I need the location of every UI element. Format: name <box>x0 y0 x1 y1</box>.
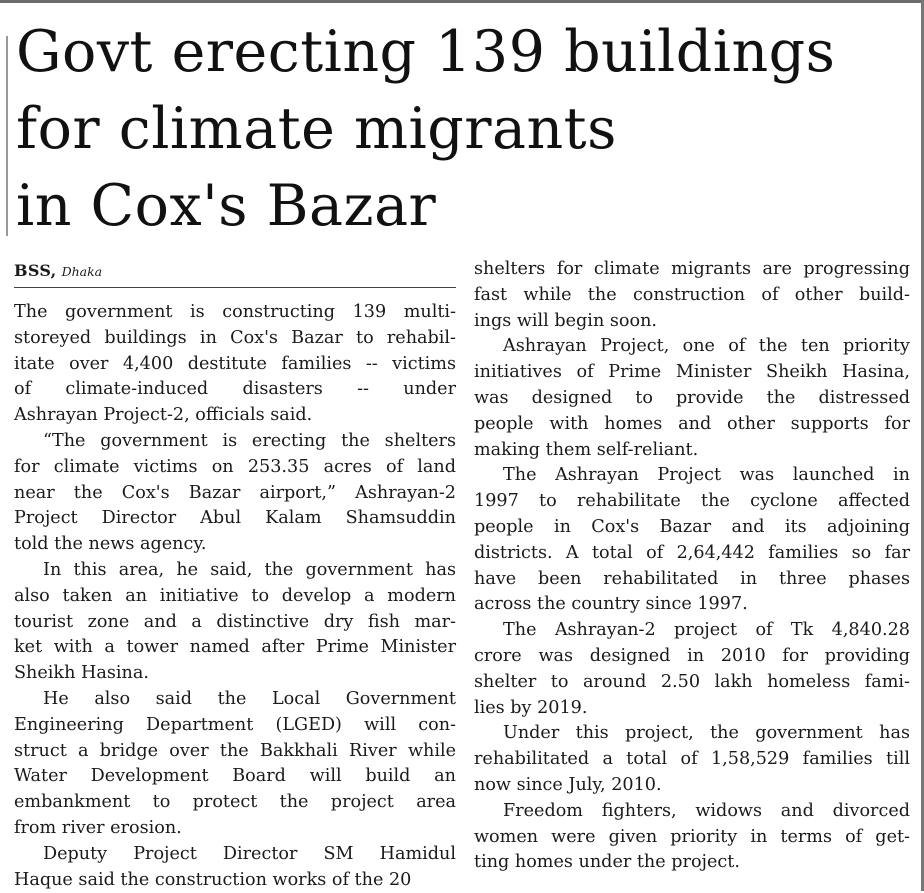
paragraph-line: women were given priority in terms of get- <box>474 826 910 847</box>
byline-rule <box>14 287 456 288</box>
paragraph-line: near the Cox's Bazar airport,” Ashrayan-2 <box>14 482 456 503</box>
byline <box>14 261 456 282</box>
paragraph-line: 1997 to rehabilitate the cyclone affected <box>474 491 910 512</box>
paragraph-line: struct a bridge over the Bakkhali River while <box>14 740 456 761</box>
paragraph-line: of climate-induced disasters -- under <box>14 379 456 400</box>
paragraph-line: people in Cox's Bazar and its adjoining <box>474 516 910 537</box>
headline <box>16 14 916 245</box>
paragraph-line: have been rehabilitated in three phases <box>474 568 910 589</box>
byline-place: Dhaka <box>61 264 103 279</box>
paragraph-line: storeyed buildings in Cox's Bazar to rehabil- <box>14 327 456 348</box>
paragraph-line: ings will begin soon. <box>474 310 657 331</box>
paragraph-line: shelter to around 2.50 lakh homeless fami- <box>474 671 910 692</box>
left-border <box>6 36 8 236</box>
paragraph-line: told the news agency. <box>14 534 207 555</box>
article-paragraph <box>474 799 910 876</box>
paragraph-line: Haque said the construction works of the 20 <box>14 869 412 890</box>
paragraph-line: rehabilitated a total of 1,58,529 families till <box>474 749 910 770</box>
paragraph-line: crore was designed in 2010 for providing <box>474 645 910 666</box>
paragraph-line: lies by 2019. <box>474 697 588 718</box>
paragraph-line: was designed to provide the distressed <box>474 387 910 408</box>
paragraph-line: The Ashrayan Project was launched in <box>503 465 910 486</box>
paragraph-line: The government is constructing 139 multi- <box>14 302 456 322</box>
article-paragraph <box>14 429 456 558</box>
paragraph-line: now since July, 2010. <box>474 774 662 795</box>
article-column-right <box>474 257 910 876</box>
paragraph-line: Project Director Abul Kalam Shamsuddin <box>14 508 456 529</box>
paragraph-line: Ashrayan Project-2, officials said. <box>14 405 313 426</box>
paragraph-line: fast while the construction of other build- <box>474 284 910 305</box>
paragraph-line: itate over 4,400 destitute families -- victims <box>14 353 456 374</box>
paragraph-line: also taken an initiative to develop a modern <box>14 585 456 606</box>
paragraph-line: Water Development Board will build an <box>14 766 456 787</box>
article-column-left <box>14 300 456 893</box>
article-paragraph <box>474 463 910 618</box>
article-paragraph <box>474 721 910 798</box>
paragraph-line: for climate victims on 253.35 acres of land <box>14 456 456 477</box>
paragraph-line: from river erosion. <box>14 817 182 838</box>
paragraph-line: Engineering Department (LGED) will con- <box>14 714 456 735</box>
paragraph-line: Deputy Project Director SM Hamidul <box>43 843 456 864</box>
paragraph-line: He also said the Local Government <box>43 688 456 709</box>
article-paragraph <box>474 257 910 334</box>
paragraph-line: districts. A total of 2,64,442 families so far <box>474 542 910 563</box>
paragraph-line: initiatives of Prime Minister Sheikh Hasina, <box>474 362 910 383</box>
headline-line: for climate migrants <box>16 96 617 162</box>
headline-line: Govt erecting 139 buildings <box>16 19 836 85</box>
paragraph-line: embankment to protect the project area <box>14 792 456 813</box>
article-paragraph <box>14 300 456 429</box>
paragraph-line: In this area, he said, the government has <box>43 559 456 580</box>
byline-agency: BSS, <box>14 261 57 280</box>
paragraph-line: Ashrayan Project, one of the ten priority <box>503 336 910 357</box>
paragraph-line: across the country since 1997. <box>474 594 748 615</box>
article-paragraph <box>14 842 456 893</box>
article-paragraph <box>14 558 456 687</box>
article-paragraph <box>474 334 910 463</box>
top-border <box>0 0 924 3</box>
paragraph-line: tourist zone and a distinctive dry fish mar- <box>14 611 456 632</box>
paragraph-line: ting homes under the project. <box>474 852 740 873</box>
paragraph-line: shelters for climate migrants are progressing <box>474 259 910 279</box>
paragraph-line: ket with a tower named after Prime Minister <box>14 637 456 658</box>
paragraph-line: “The government is erecting the shelters <box>43 430 456 451</box>
article-paragraph <box>474 618 910 721</box>
paragraph-line: Under this project, the government has <box>503 723 910 744</box>
paragraph-line: people with homes and other supports for <box>474 413 910 434</box>
article-paragraph <box>14 687 456 842</box>
headline-line: in Cox's Bazar <box>16 173 437 239</box>
paragraph-line: making them self-reliant. <box>474 439 699 460</box>
paragraph-line: Sheikh Hasina. <box>14 663 149 684</box>
paragraph-line: The Ashrayan-2 project of Tk 4,840.28 <box>503 620 910 641</box>
paragraph-line: Freedom fighters, widows and divorced <box>503 800 910 821</box>
